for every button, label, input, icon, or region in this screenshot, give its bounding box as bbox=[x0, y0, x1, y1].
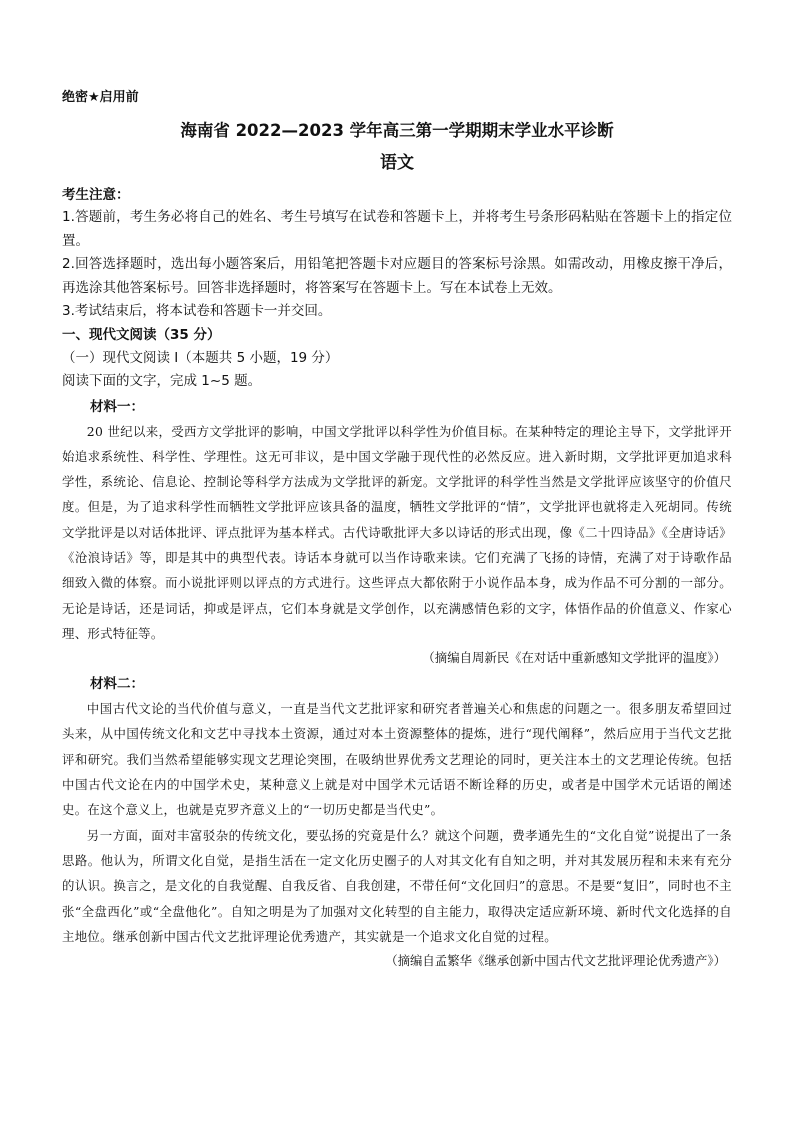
confidential-tag: 绝密★启用前 bbox=[62, 90, 139, 105]
material-1-heading: 材料一： bbox=[90, 398, 144, 415]
notice-heading: 考生注意： bbox=[62, 187, 130, 203]
material-2-paragraph-2: 另一方面，面对丰富驳杂的传统文化，要弘扬的究竟是什么？就这个问题，费孝通先生的“文化自觉”说提出了一条思路。他认为，所谓文化自觉，是指生活在一定文化历史圈子的人对其文化有自知之明，并对其发展历程和未来有充分的认识。换言之，是文化的自我觉醒、自我反省、自我创建，不带任何“文化回归”的意思。不是要“复旧”，同时也不主张“全盘西化”或“全盘他化”。自知之明是为了加强对文化转型的自主能力，取得决定适应新环境、新时代文化选择的自主地位。继承创新中国古代文艺批评理论优秀遗产，其实就是一个追求文化自觉的过程。 bbox=[62, 827, 732, 944]
subsection-heading: （一）现代文阅读 I（本题共 5 小题，19 分） bbox=[62, 349, 339, 366]
material-1-source: （摘编自周新民《在对话中重新感知文学批评的温度》） bbox=[422, 650, 726, 666]
material-2 bbox=[62, 672, 732, 973]
material-2-paragraph-1: 中国古代文论的当代价值与意义，一直是当代文艺批评家和研究者普遍关心和焦虑的问题之一。很多朋友希望回过头来，从中国传统文化和文艺中寻找本土资源，通过对本土资源整体的提炼，进行“现代阐释”，然后应用于当代文艺批评和研究。我们当然希望能够实现文艺理论突围，在吸纳世界优秀文艺理论的同时，更关注本土的文艺理论传统。包括中国古代文论在内的中国学术史，某种意义上就是对中国学术元话语不断诠释的历史，或者是中国学术元话语的阐述史。在这个意义上，也就是克罗齐意义上的“一切历史都是当代史”。 bbox=[62, 701, 732, 818]
material-2-heading: 材料二： bbox=[90, 676, 144, 693]
material-1 bbox=[62, 395, 732, 671]
material-2-source: （摘编自孟繁华《继承创新中国古代文艺批评理论优秀遗产》） bbox=[385, 953, 726, 969]
notice-item-1: 1.答题前，考生务必将自己的姓名、考生号填写在试卷和答题卡上，并将考生号条形码粘贴在答题卡上的指定位置。 bbox=[62, 209, 732, 249]
reading-instruction: 阅读下面的文字，完成 1~5 题。 bbox=[62, 372, 262, 389]
section-heading: 一、现代文阅读（35 分） bbox=[62, 326, 221, 343]
notice-item-3: 3.考试结束后，将本试卷和答题卡一并交回。 bbox=[62, 303, 332, 319]
material-1-paragraph: 20 世纪以来，受西方文学批评的影响，中国文学批评以科学性为价值目标。在某种特定的理论主导下，文学批评开始追求系统性、科学性、学理性。这无可非议，是中国文学融于现代性的必然反应。进入新时期，文学批评更加追求科学性，系统论、信息论、控制论等科学方法成为文学批评的新宠。文学批评的科学性当然是文学批评应该坚守的价值尺度。但是，为了追求科学性而牺牲文学批评应该具备的温度，牺牲文学批评的“情”，文学批评也就将走入死胡同。传统文学批评是以对话体批评、评点批评为基本样式。古代诗歌批评大多以诗话的形式出现，像《二十四诗品》《全唐诗话》《沧浪诗话》等，即是其中的典型代表。诗话本身就可以当作诗歌来读。它们充满了飞扬的诗情，充满了对于诗歌作品细致入微的体察。而小说批评则以评点的方式进行。这些评点大都依附于小说作品本身，成为作品不可分割的一部分。无论是诗话，还是词话，抑或是评点，它们本身就是文学创作，以充满感情色彩的文字，体悟作品的价值意义、作家心理、形式特征等。 bbox=[62, 423, 732, 641]
exam-title: 海南省 2022—2023 学年高三第一学期期末学业水平诊断 bbox=[180, 121, 614, 140]
exam-page bbox=[62, 88, 732, 973]
subject-title: 语文 bbox=[380, 153, 414, 173]
notice-item-2: 2.回答选择题时，选出每小题答案后，用铅笔把答题卡对应题目的答案标号涂黑。如需改动，用橡皮擦干净后，再选涂其他答案标号。回答非选择题时，将答案写在答题卡上。写在本试卷上无效。 bbox=[62, 256, 732, 296]
notice-block bbox=[62, 184, 732, 324]
